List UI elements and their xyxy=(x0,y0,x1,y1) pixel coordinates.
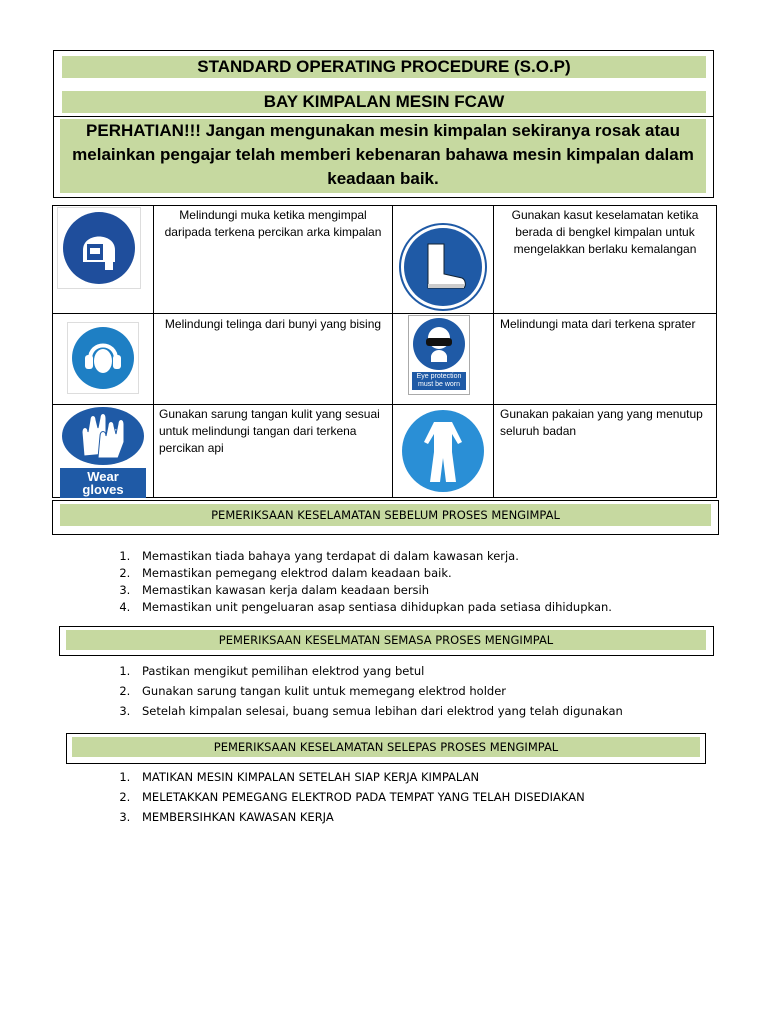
before-list xyxy=(110,548,710,616)
face-shield-icon xyxy=(57,207,141,289)
safety-boots-text: Gunakan kasut keselamatan ketika berada di bengkel kimpalan untuk mengelakkan berlaku kemalangan xyxy=(511,208,699,256)
ear-protection-icon xyxy=(67,322,139,394)
before-heading: PEMERIKSAAN KESELAMATAN SEBELUM PROSES MENGIMPAL xyxy=(60,504,711,526)
list-item: 3. Memastikan kawasan kerja dalam keadaan bersih xyxy=(134,582,710,599)
table-divider xyxy=(392,205,393,498)
list-item: 2. Gunakan sarung tangan kulit untuk memegang elektrod holder xyxy=(134,681,710,701)
table-divider xyxy=(52,313,717,314)
wear-gloves-icon xyxy=(60,406,146,496)
warning-text: PERHATIAN!!! Jangan mengunakan mesin kimpalan sekiranya rosak atau melainkan pengajar telah memberi kebenaran bahawa mesin kimpalan dalam keadaan baik. xyxy=(60,119,706,193)
list-item: 2. Memastikan pemegang elektrod dalam keadaan baik. xyxy=(134,565,710,582)
list-item: 4. Memastikan unit pengeluaran asap sentiasa dihidupkan pada setiasa dihidupkan. xyxy=(134,599,710,616)
page-subtitle: BAY KIMPALAN MESIN FCAW xyxy=(62,91,706,113)
table-divider xyxy=(52,404,717,405)
face-shield-text: Melindungi muka ketika mengimpal daripada terkena percikan arka kimpalan xyxy=(164,208,382,239)
gloves-text: Gunakan sarung tangan kulit yang sesuai untuk melindungi tangan dari terkena percikan api xyxy=(159,407,380,455)
table-divider xyxy=(153,205,154,498)
list-item: 3. Setelah kimpalan selesai, buang semua lebihan dari elektrod yang telah digunakan xyxy=(134,701,710,721)
eye-protection-icon xyxy=(408,315,470,395)
list-item: 3. MEMBERSIHKAN KAWASAN KERJA xyxy=(134,807,710,827)
page-title: STANDARD OPERATING PROCEDURE (S.O.P) xyxy=(62,56,706,78)
after-heading: PEMERIKSAAN KESELAMATAN SELEPAS PROSES MENGIMPAL xyxy=(72,737,700,757)
table-divider xyxy=(493,205,494,498)
after-list xyxy=(110,767,710,827)
eye-sign-line1: Eye protection xyxy=(416,373,462,380)
safety-boots-icon xyxy=(396,220,490,314)
gloves-sign-line1: Wear xyxy=(87,469,119,484)
protective-suit-text: Gunakan pakaian yang yang menutup seluruh badan xyxy=(500,407,703,438)
eye-protection-text: Melindungi mata dari terkena sprater xyxy=(500,317,696,331)
list-item: 1. Memastikan tiada bahaya yang terdapat di dalam kawasan kerja. xyxy=(134,548,710,565)
eye-sign-line2: must be worn xyxy=(417,381,461,388)
during-heading: PEMERIKSAAN KESELMATAN SEMASA PROSES MENGIMPAL xyxy=(66,630,706,650)
during-list xyxy=(110,661,710,721)
protective-suit-icon xyxy=(398,405,488,497)
list-item: 1. Pastikan mengikut pemilihan elektrod yang betul xyxy=(134,661,710,681)
list-item: 2. MELETAKKAN PEMEGANG ELEKTROD PADA TEMPAT YANG TELAH DISEDIAKAN xyxy=(134,787,710,807)
ear-protection-text: Melindungi telinga dari bunyi yang bising xyxy=(164,317,382,331)
list-item: 1. MATIKAN MESIN KIMPALAN SETELAH SIAP KERJA KIMPALAN xyxy=(134,767,710,787)
gloves-sign-line2: gloves xyxy=(82,482,124,497)
